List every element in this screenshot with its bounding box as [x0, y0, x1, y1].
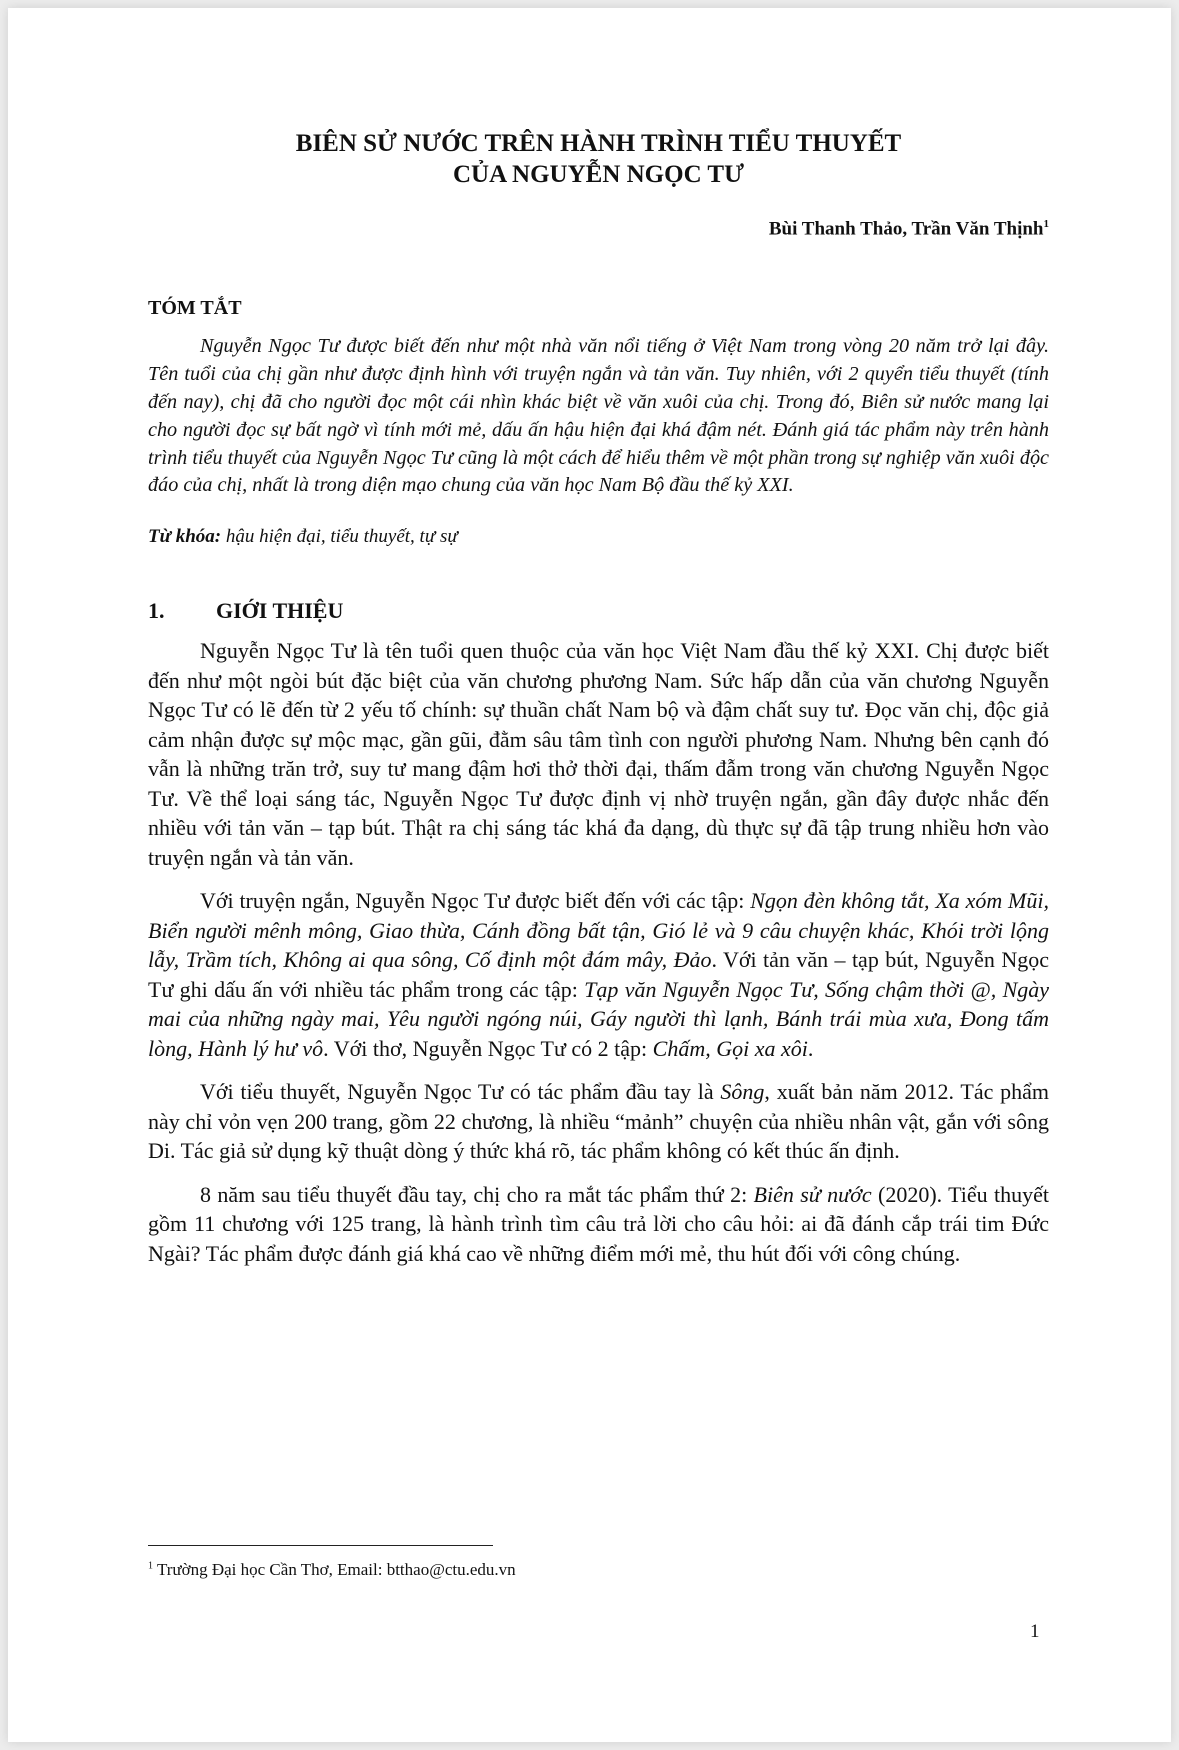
- p2-text-3: . Với thơ, Nguyễn Ngọc Tư có 2 tập:: [323, 1035, 653, 1061]
- page-content: [148, 128, 1049, 1268]
- p2-essay-titles: Tạp văn Nguyễn Ngọc Tư, Sống chậm thời @, Ngày mai của những ngày mai, Yêu người ngóng núi, Gáy người thì lạnh, Bánh trái mùa xưa, Đong tấm lòng, Hành lý hư vô: [148, 976, 1050, 1061]
- page-number: 1: [1030, 1621, 1040, 1642]
- p3-text-2: , xuất bản năm 2012. Tác phẩm này chỉ vỏn vẹn 200 trang, gồm 22 chương, là nhiều “mảnh” chuyện của nhiều nhân vật, gắn với sông Di. Tác giả sử dụng kỹ thuật dòng ý thức khá rõ, tác phẩm không có kết thúc ấn định.: [148, 1079, 1050, 1164]
- authors: [148, 218, 1049, 240]
- paragraph-2: [148, 886, 1049, 1063]
- document-page: [8, 8, 1171, 1742]
- p4-novel-title: Biên sử nước: [753, 1181, 872, 1207]
- p3-novel-title: Sông: [720, 1079, 765, 1105]
- abstract-text: Nguyễn Ngọc Tư được biết đến như một nhà văn nổi tiếng ở Việt Nam trong vòng 20 năm trở lại đây. Tên tuổi của chị gần như được định hình với truyện ngắn và tản văn. Tuy nhiên, với 2 quyển tiểu thuyết (tính đến nay), chị đã cho người đọc một cái nhìn khác biệt về văn xuôi của chị. Trong đó, Biên sử nước mang lại cho người đọc sự bất ngờ vì tính mới mẻ, dấu ấn hậu hiện đại khá đậm nét. Đánh giá tác phẩm này trên hành trình tiểu thuyết của Nguyễn Ngọc Tư cũng là một cách để hiểu thêm về một phần trong sự nghiệp văn xuôi độc đáo của chị, nhất là trong diện mạo chung của văn học Nam Bộ đầu thế kỷ XXI.: [148, 335, 1049, 497]
- p2-text-4: .: [807, 1035, 814, 1061]
- footnote-divider: [148, 1545, 493, 1546]
- keywords-text: hậu hiện đại, tiểu thuyết, tự sự: [221, 526, 458, 548]
- title-line-1: BIÊN SỬ NƯỚC TRÊN HÀNH TRÌNH TIỂU THUYẾT: [295, 130, 902, 157]
- section-title: GIỚI THIỆU: [216, 598, 344, 624]
- section-number: 1.: [148, 598, 165, 624]
- p2-short-story-titles: Ngọn đèn không tắt, Xa xóm Mũi, Biển người mênh mông, Giao thừa, Cánh đồng bất tận, Gió lẻ và 9 câu chuyện khác, Khói trời lộng lẫy, Trầm tích, Không ai qua sông, Cố định một đám mây, Đảo: [148, 888, 1049, 973]
- keywords: [148, 526, 1049, 548]
- footnote-mark: 1: [148, 1560, 153, 1572]
- p4-text-1: 8 năm sau tiểu thuyết đầu tay, chị cho ra mắt tác phẩm thứ 2:: [200, 1181, 754, 1207]
- paragraph-3: [148, 1077, 1049, 1166]
- p2-text-1: Với truyện ngắn, Nguyễn Ngọc Tư được biết đến với các tập:: [200, 888, 751, 914]
- author-names: Bùi Thanh Thảo, Trần Văn Thịnh: [768, 218, 1044, 240]
- section-heading: [148, 598, 1049, 624]
- p4-text-2: (2020). Tiểu thuyết gồm 11 chương với 125 trang, là hành trình tìm câu trả lời cho câu hỏi: ai đã đánh cắp trái tim Đức Ngài? Tác phẩm được đánh giá khá cao về những điểm mới mẻ, thu hút đối với công chúng.: [148, 1181, 1049, 1266]
- abstract-heading: TÓM TẮT: [148, 297, 242, 320]
- footnote-text: Trường Đại học Cần Thơ, Email: btthao@ctu.edu.vn: [153, 1560, 516, 1579]
- author-footnote-mark: 1: [1043, 218, 1049, 230]
- paper-title: [148, 128, 1049, 190]
- title-line-2: CỦA NGUYỄN NGỌC TƯ: [453, 161, 744, 188]
- paragraph-4: [148, 1180, 1049, 1269]
- footnote: [148, 1560, 516, 1580]
- p2-text-2: . Với tản văn – tạp bút, Nguyễn Ngọc Tư ghi dấu ấn với nhiều tác phẩm trong các tập:: [148, 947, 1049, 1002]
- paragraph-1: Nguyễn Ngọc Tư là tên tuổi quen thuộc của văn học Việt Nam đầu thế kỷ XXI. Chị được biết đến như một ngòi bút đặc biệt của văn chương phương Nam. Sức hấp dẫn của văn chương Nguyễn Ngọc Tư có lẽ đến từ 2 yếu tố chính: sự thuần chất Nam bộ và đậm chất suy tư. Đọc văn chị, độc giả cảm nhận được sự mộc mạc, gần gũi, đằm sâu tâm tình con người phương Nam. Nhưng bên cạnh đó vẫn là những trăn trở, suy tư mang đậm hơi thở thời đại, thấm đẫm trong văn chương Nguyễn Ngọc Tư. Về thể loại sáng tác, Nguyễn Ngọc Tư được định vị nhờ truyện ngắn, gần đây được nhắc đến nhiều với tản văn – tạp bút. Thật ra chị sáng tác khá đa dạng, dù thực sự đã tập trung nhiều hơn vào truyện ngắn và tản văn.: [148, 638, 1049, 870]
- p2-poetry-titles: Chấm, Gọi xa xôi: [652, 1035, 808, 1061]
- p3-text-1: Với tiểu thuyết, Nguyễn Ngọc Tư có tác phẩm đầu tay là: [200, 1079, 721, 1105]
- keywords-label: Từ khóa:: [148, 526, 222, 548]
